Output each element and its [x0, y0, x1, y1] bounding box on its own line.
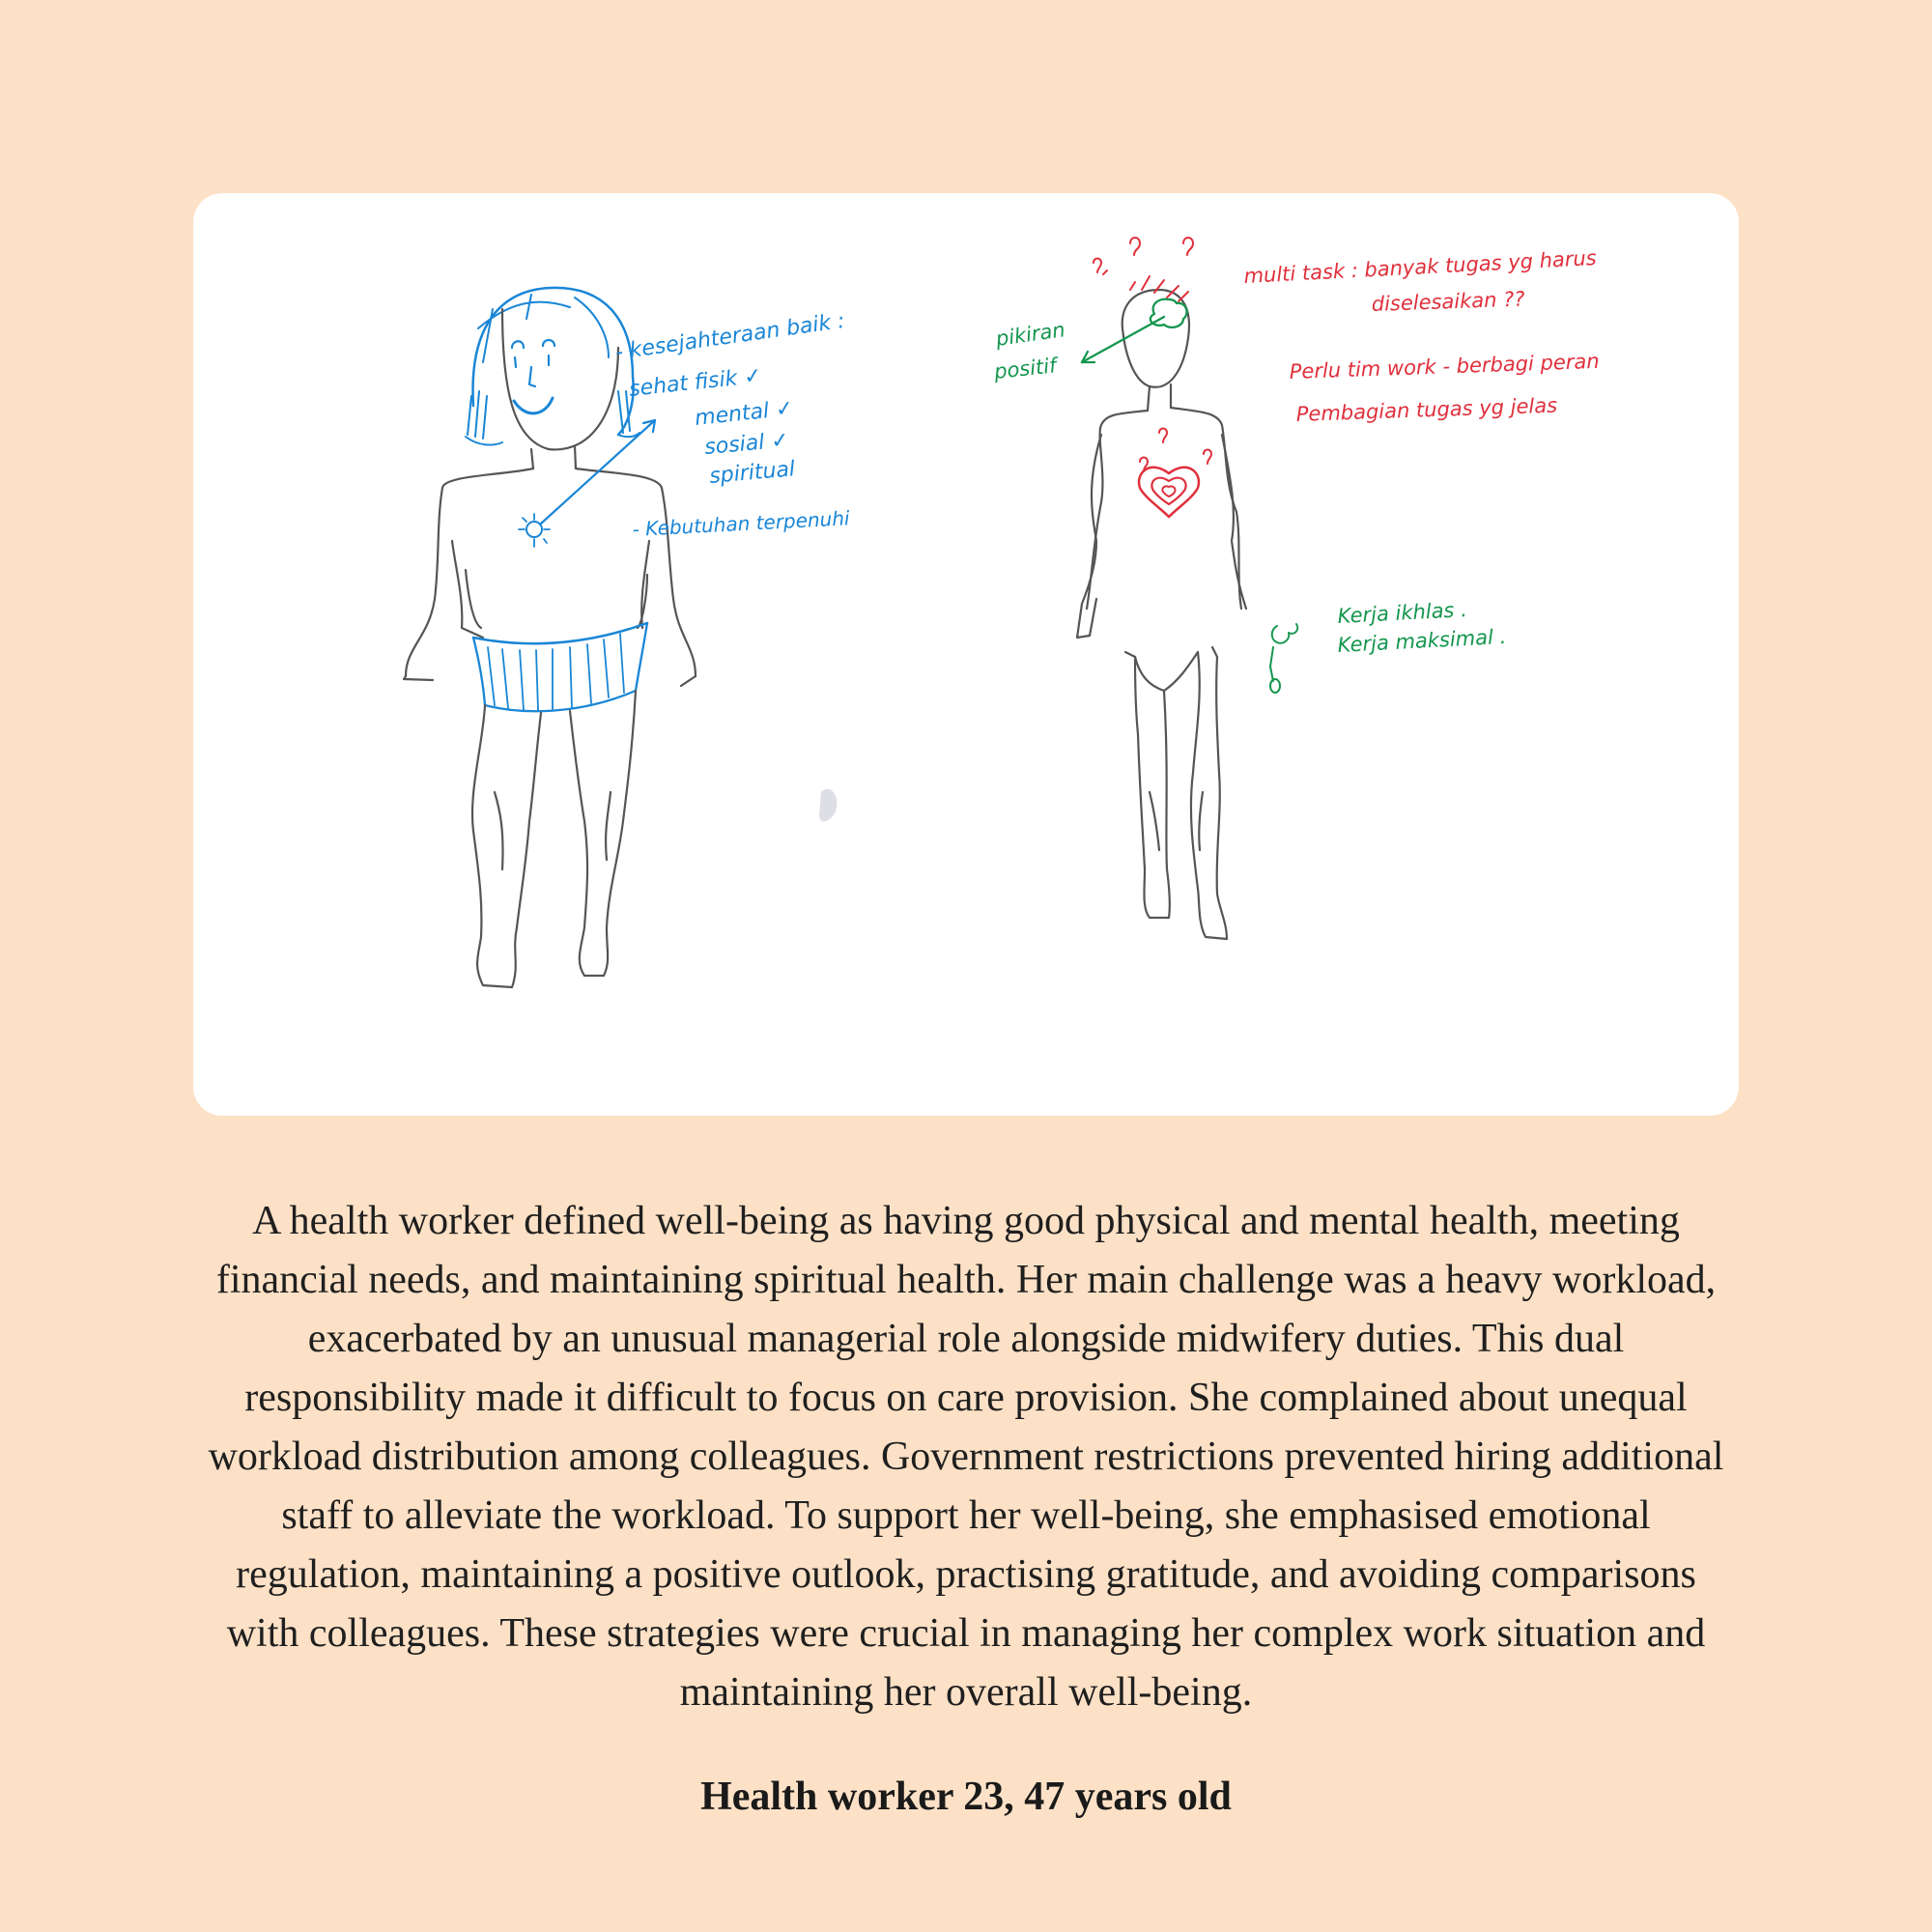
note-positif: positif	[993, 354, 1058, 384]
note-pikiran: pikiran	[994, 318, 1066, 351]
drawing-card	[193, 193, 1739, 1116]
attribution: Health worker 23, 47 years old	[700, 1775, 1232, 1819]
note-kerja-ikhlas: Kerja ikhlas .	[1337, 597, 1468, 628]
note-sehat-fisik: sehat fisik ✓	[628, 363, 763, 402]
note-pembagian-tugas: Pembagian tugas yg jelas	[1295, 393, 1558, 426]
note-mental: mental ✓	[694, 396, 795, 431]
note-tim-work: Perlu tim work - berbagi peran	[1289, 349, 1600, 384]
pencil-smudge	[819, 789, 837, 822]
note-spiritual: spiritual	[708, 457, 797, 489]
right-figure-ink	[1082, 238, 1297, 693]
note-kerja-maksimal: Kerja maksimal .	[1337, 624, 1507, 657]
right-notes-red	[1243, 246, 1600, 426]
note-multi-task: multi task : banyak tugas yg harus	[1243, 245, 1598, 288]
hand-drawn-body-map	[193, 193, 1739, 1116]
note-kesejahteraan: - kesejahteraan baik :	[613, 308, 847, 365]
caption-text: A health worker defined well-being as having good physical and mental health, meeting financial needs, and maintaining spiritual health. Her main challenge was a heavy workload, exacerbated by an unusual managerial role alongside midwifery duties. This dual responsibility made it difficult to focus on care provision. She complained about unequal workload distribution among colleagues. Government restrictions prevented hiring additional staff to alleviate the workload. To support her well-being, she emphasised emotional regulation, maintaining a positive outlook, practising gratitude, and avoiding comparisons with colleagues. These strategies were crucial in managing her complex work situation and maintaining her overall well-being.	[208, 1199, 1724, 1715]
note-sosial: sosial ✓	[703, 428, 790, 460]
note-diselesaikan: diselesaikan ??	[1371, 287, 1525, 316]
note-kebutuhan: - Kebutuhan terpenuhi	[632, 506, 851, 541]
right-figure	[1077, 290, 1246, 939]
